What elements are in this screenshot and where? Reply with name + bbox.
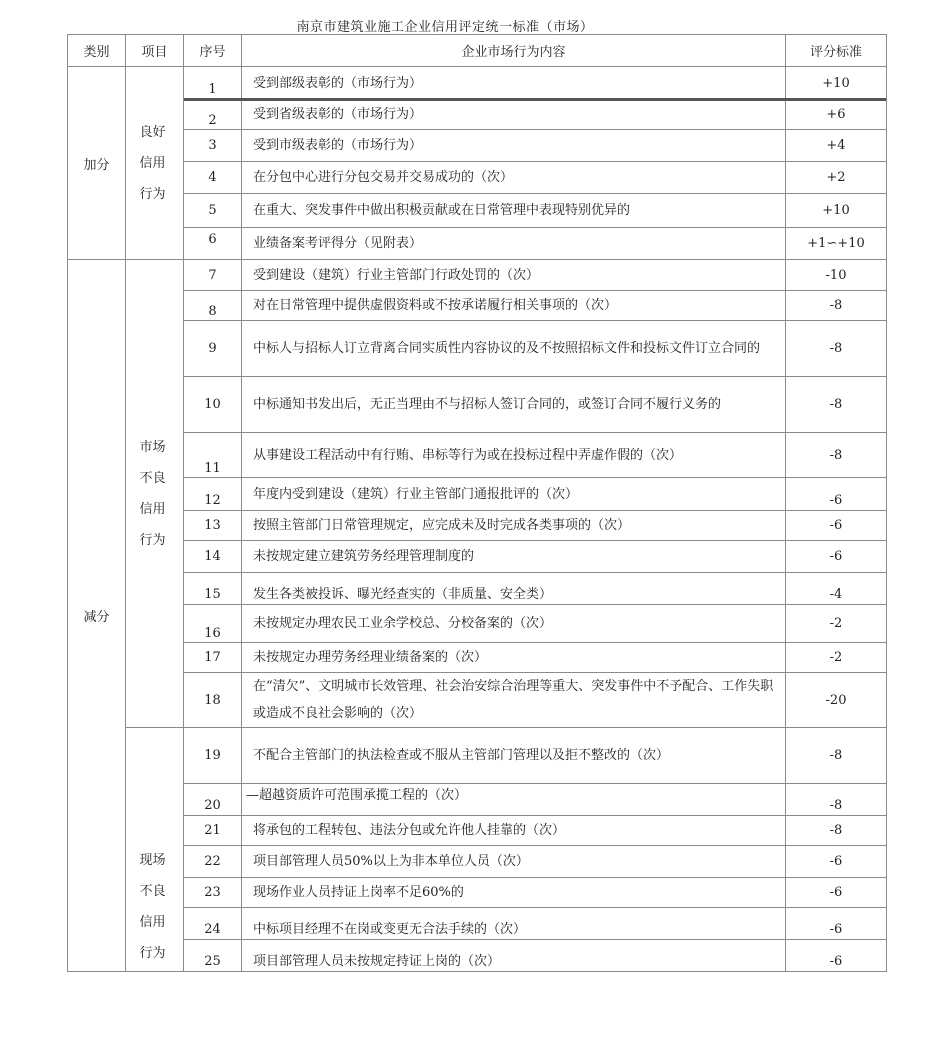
table-row [68,291,887,321]
table-row [68,784,887,816]
row-score: -6 [786,878,887,908]
table-row [68,511,887,541]
row-score: +1∽+10 [786,228,887,260]
row-separator-bar [184,98,886,101]
row-number: 16 [184,605,242,643]
table-row [68,728,887,784]
row-number: 19 [184,728,242,784]
row-number: 13 [184,511,242,541]
row-number: 21 [184,816,242,846]
row-number: 24 [184,908,242,940]
header-content: 企业市场行为内容 [242,35,786,67]
table-row [68,940,887,972]
table-row [68,878,887,908]
header-category: 类别 [68,35,126,67]
row-number: 17 [184,643,242,673]
row-number: 23 [184,878,242,908]
row-number: 2 [184,100,242,130]
row-score: -8 [786,321,887,377]
row-score: -8 [786,291,887,321]
table-header-row [68,35,887,67]
row-number: 4 [184,162,242,194]
item-site-bad-credit: 现场不良信用行为 [126,728,184,972]
table-row [68,816,887,846]
row-content: 将承包的工程转包、违法分包或允许他人挂靠的（次） [242,816,786,846]
row-number: 22 [184,846,242,878]
row-number: 20 [184,784,242,816]
row-content: 现场作业人员持证上岗率不足60%的 [242,878,786,908]
row-score: -8 [786,816,887,846]
row-content: 在“清欠”、文明城市长效管理、社会治安综合治理等重大、突发事件中不予配合、工作失职或造成不良社会影响的（次） [242,673,786,728]
row-score: -6 [786,541,887,573]
item-market-bad-credit: 市场不良信用行为 [126,260,184,728]
table-row [68,162,887,194]
row-content: 中标通知书发出后，无正当理由不与招标人签订合同的，或签订合同不履行义务的 [242,377,786,433]
table-row [68,643,887,673]
row-number: 7 [184,260,242,291]
header-number: 序号 [184,35,242,67]
table-row [68,478,887,511]
row-content: 发生各类被投诉、曝光经查实的（非质量、安全类） [242,573,786,605]
table-row [68,377,887,433]
row-content: 中标项目经理不在岗或变更无合法手续的（次） [242,908,786,940]
row-number: 8 [184,291,242,321]
row-number: 15 [184,573,242,605]
row-content: 业绩备案考评得分（见附表） [242,228,786,260]
row-content: —超越资质许可范围承揽工程的（次） [242,784,786,816]
row-content: 按照主管部门日常管理规定，应完成未及时完成各类事项的（次） [242,511,786,541]
row-content: 受到省级表彰的（市场行为） [242,100,786,130]
row-score: +10 [786,194,887,228]
row-content: 受到建设（建筑）行业主管部门行政处罚的（次） [242,260,786,291]
row-number: 9 [184,321,242,377]
table-row [68,433,887,478]
row-content: 受到市级表彰的（市场行为） [242,130,786,162]
row-number: 25 [184,940,242,972]
document-title: 南京市建筑业施工企业信用评定统一标准（市场） [296,20,594,35]
category-bonus: 加分 [68,67,126,260]
row-score: +6 [786,100,887,130]
row-content: 在分包中心进行分包交易并交易成功的（次） [242,162,786,194]
row-score: -8 [786,728,887,784]
row-content: 未按规定建立建筑劳务经理管理制度的 [242,541,786,573]
table-row [68,100,887,130]
row-number: 11 [184,433,242,478]
row-score: +10 [786,67,887,100]
header-score: 评分标准 [786,35,887,67]
row-number: 5 [184,194,242,228]
row-score: +4 [786,130,887,162]
row-content: 未按规定办理劳务经理业绩备案的（次） [242,643,786,673]
row-number: 6 [184,228,242,260]
table-row [68,130,887,162]
row-score: -10 [786,260,887,291]
row-score: -6 [786,940,887,972]
table-row [68,846,887,878]
row-content: 不配合主管部门的执法检查或不服从主管部门管理以及拒不整改的（次） [242,728,786,784]
category-deduct: 减分 [68,260,126,972]
row-content: 项目部管理人员未按规定持证上岗的（次） [242,940,786,972]
row-content: 未按规定办理农民工业余学校总、分校备案的（次） [242,605,786,643]
row-number: 10 [184,377,242,433]
table-row [68,541,887,573]
row-score: -6 [786,846,887,878]
row-number: 14 [184,541,242,573]
table-row [68,573,887,605]
header-item: 项目 [126,35,184,67]
row-content: 对在日常管理中提供虚假资料或不按承诺履行相关事项的（次） [242,291,786,321]
table-row [68,194,887,228]
row-score: -6 [786,511,887,541]
row-score: -6 [786,908,887,940]
row-score: -2 [786,643,887,673]
row-number: 1 [184,67,242,100]
row-number: 12 [184,478,242,511]
table-row [68,673,887,728]
row-score: -8 [786,784,887,816]
row-content: 年度内受到建设（建筑）行业主管部门通报批评的（次） [242,478,786,511]
row-score: -20 [786,673,887,728]
row-content: 受到部级表彰的（市场行为） [242,67,786,100]
row-score: -8 [786,433,887,478]
row-content: 中标人与招标人订立背离合同实质性内容协议的及不按照招标文件和投标文件订立合同的 [242,321,786,377]
row-score: -2 [786,605,887,643]
row-number: 18 [184,673,242,728]
table-row [68,67,887,100]
row-score: +2 [786,162,887,194]
row-score: -6 [786,478,887,511]
table-row [68,260,887,291]
row-score: -4 [786,573,887,605]
row-content: 项目部管理人员50%以上为非本单位人员（次） [242,846,786,878]
table-row [68,908,887,940]
table-row [68,605,887,643]
row-score: -8 [786,377,887,433]
table-row [68,321,887,377]
row-content: 在重大、突发事件中做出积极贡献或在日常管理中表现特别优异的 [242,194,786,228]
row-number: 3 [184,130,242,162]
credit-standard-table [67,34,887,972]
table-row [68,228,887,260]
row-content: 从事建设工程活动中有行贿、串标等行为或在投标过程中弄虚作假的（次） [242,433,786,478]
item-good-credit: 良好信用行为 [126,67,184,260]
